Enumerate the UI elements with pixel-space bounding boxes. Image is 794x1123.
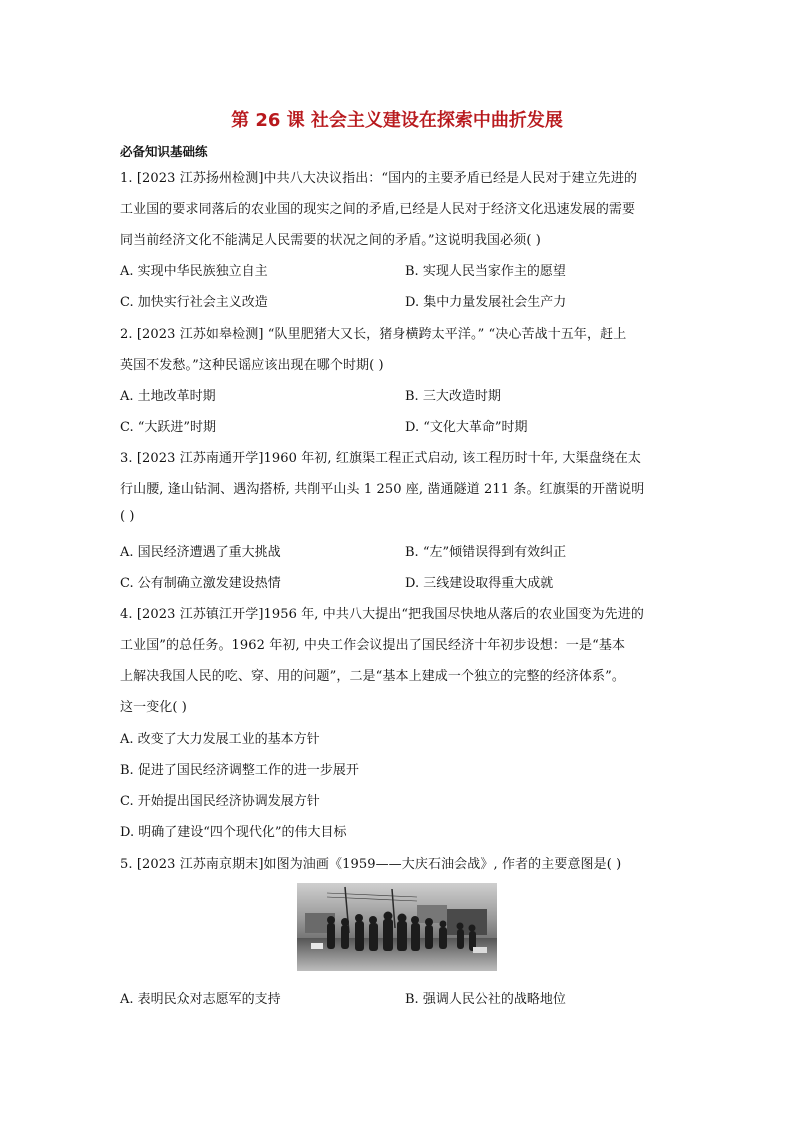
section-heading: 必备知识基础练 xyxy=(120,144,208,159)
question-4-option-d: D. 明确了建设“四个现代化”的伟大目标 xyxy=(120,825,347,840)
question-5-option-b: B. 强调人民公社的战略地位 xyxy=(405,992,566,1007)
question-5-line-1: 5. [2023 江苏南京期末]如图为油画《1959——大庆石油会战》, 作者的主要意图是( ) xyxy=(120,857,622,872)
question-4-line-3: 上解决我国人民的吃、穿、用的问题”，二是“基本上建成一个独立的完整的经济体系”。 xyxy=(120,669,625,684)
question-2-line-2: 英国不发愁。”这种民谣应该出现在哪个时期( ) xyxy=(120,358,384,373)
lesson-title: 第 26 课 社会主义建设在探索中曲折发展 xyxy=(231,110,563,131)
question-1-option-a: A. 实现中华民族独立自主 xyxy=(120,264,268,279)
question-3-option-a: A. 国民经济遭遇了重大挑战 xyxy=(120,545,281,560)
question-1-option-b: B. 实现人民当家作主的愿望 xyxy=(405,264,566,279)
question-2-option-b: B. 三大改造时期 xyxy=(405,389,501,404)
question-1-option-d: D. 集中力量发展社会生产力 xyxy=(405,295,567,310)
question-2-option-d: D. “文化大革命”时期 xyxy=(405,420,528,435)
question-4-line-2: 工业国”的总任务。1962 年初, 中央工作会议提出了国民经济十年初步设想：一是“基本 xyxy=(120,638,626,653)
question-4-option-c: C. 开始提出国民经济协调发展方针 xyxy=(120,794,320,809)
question-1-line-2: 工业国的要求同落后的农业国的现实之间的矛盾,已经是人民对于经济文化迅速发展的需要 xyxy=(120,202,636,217)
question-3-line-2: 行山腰, 逢山钻洞、遇沟搭桥, 共削平山头 1 250 座, 凿通隧道 211 条。红旗渠的开凿说明 xyxy=(120,482,645,497)
oil-painting-image xyxy=(297,883,497,971)
question-2-option-c: C. “大跃进”时期 xyxy=(120,420,217,435)
question-1-line-1: 1. [2023 江苏扬州检测]中共八大决议指出：“国内的主要矛盾已经是人民对于建立先进的 xyxy=(120,171,638,186)
question-3-option-c: C. 公有制确立激发建设热情 xyxy=(120,576,281,591)
question-4-option-b: B. 促进了国民经济调整工作的进一步展开 xyxy=(120,763,359,778)
question-4-line-4: 这一变化( ) xyxy=(120,700,187,715)
question-3-option-b: B. “左”倾错误得到有效纠正 xyxy=(405,545,567,560)
question-3-line-1: 3. [2023 江苏南通开学]1960 年初, 红旗渠工程正式启动, 该工程历时十年, 大渠盘绕在太 xyxy=(120,451,642,466)
question-3-option-d: D. 三线建设取得重大成就 xyxy=(405,576,554,591)
question-1-option-c: C. 加快实行社会主义改造 xyxy=(120,295,268,310)
question-2-option-a: A. 土地改革时期 xyxy=(120,389,216,404)
question-2-line-1: 2. [2023 江苏如皋检测] “队里肥猪大又长，猪身横跨太平洋。” “决心苦战十五年，赶上 xyxy=(120,327,627,342)
question-1-line-3: 同当前经济文化不能满足人民需要的状况之间的矛盾。”这说明我国必须( ) xyxy=(120,233,541,248)
question-3-line-3: ( ) xyxy=(120,509,135,524)
question-4-option-a: A. 改变了大力发展工业的基本方针 xyxy=(120,732,320,747)
question-5-option-a: A. 表明民众对志愿军的支持 xyxy=(120,992,281,1007)
question-4-line-1: 4. [2023 江苏镇江开学]1956 年, 中共八大提出“把我国尽快地从落后的农业国变为先进的 xyxy=(120,607,644,622)
